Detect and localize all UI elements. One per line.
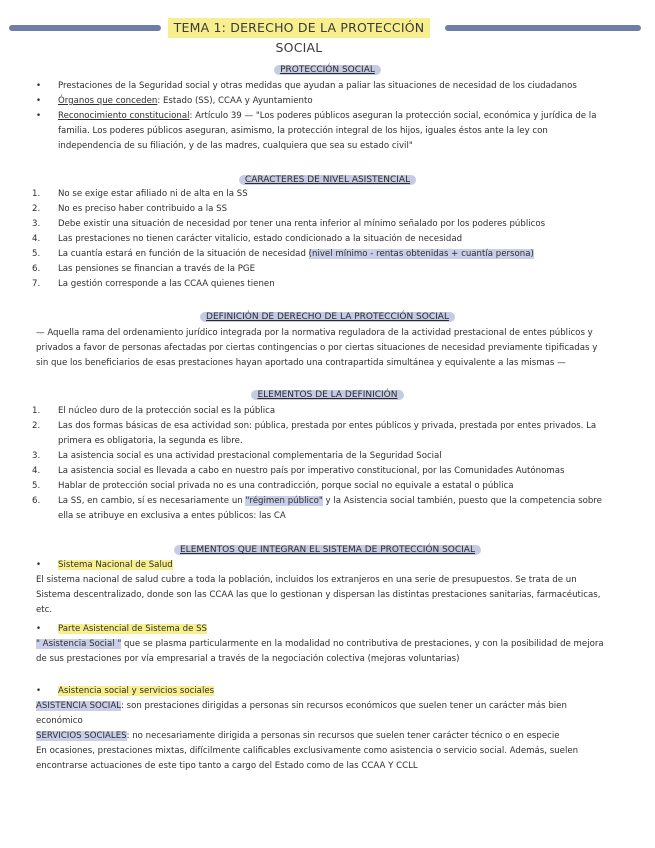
list-item: 5. Hablar de protección social privada no es una contradicción, porque social no equivale a estatal o pública [32, 481, 514, 491]
heading-proteccion-social: PROTECCIÓN SOCIAL [0, 64, 655, 76]
bullet-icon: • [36, 686, 42, 696]
heading-elementos-definicion: ELEMENTOS DE LA DEFINICIÓN [0, 389, 655, 401]
list-item: • Prestaciones de la Seguridad social y otras medidas que ayudan a paliar las situaciones de necesidad de los ciudadanos [0, 79, 655, 94]
list-item: 7. La gestión corresponde a las CCAA quienes tienen [32, 279, 275, 289]
list-item: 1. No se exige estar afiliado ni de alta en la SS [32, 189, 248, 199]
page-title: TEMA 1: DERECHO DE LA PROTECCIÓN SOCIAL [168, 18, 430, 38]
list-item: 1. El núcleo duro de la protección social es la pública [32, 406, 276, 416]
section-parte-asistencial [0, 622, 655, 667]
bullet-icon: • [36, 96, 42, 106]
section-proteccion-social [0, 79, 655, 154]
list-item: • Sistema Nacional de Salud [0, 558, 655, 573]
heading-caracteres: CARACTERES DE NIVEL ASISTENCIAL [0, 174, 655, 186]
bullet-icon: • [36, 81, 42, 91]
definition-paragraph: — Aquella rama del ordenamiento jurídico integrada por la normativa reguladora de la actividad prestacional de entes públicos y privados a favor de personas afectadas por ciertas contingencias o por ciertas situaciones de necesidad previamente tipificadas y sin que los beneficiarios de esas prestaciones hayan aportado una contrapartida simultánea y equivalente a las mismas — [36, 328, 598, 368]
list-item: 6. Las pensiones se financian a través de la PGE [32, 264, 256, 274]
list-item: 2. Las dos formas básicas de esa actividad son: pública, prestada por entes públicos y privada, prestada por entes privados. La primera es obligatoria, la segunda es libre. [32, 421, 597, 446]
title-rule-left [9, 25, 161, 31]
bullet-icon: • [36, 560, 42, 570]
bullet-icon: • [36, 624, 42, 634]
section-sistema [0, 558, 655, 618]
section-asistencia-servicios [0, 684, 655, 774]
list-item: 3. La asistencia social es una actividad prestacional complementaria de la Seguridad Social [32, 451, 442, 461]
list-item: 5. La cuantía estará en función de la situación de necesidad (nivel mínimo - rentas obtenidas + cuantía persona) [32, 249, 534, 259]
heading-sistema: ELEMENTOS QUE INTEGRAN EL SISTEMA DE PROTECCIÓN SOCIAL [0, 544, 655, 556]
section-definicion [0, 326, 655, 371]
list-item: 3. Debe existir una situación de necesidad por tener una renta inferior al mínimo señalado por los poderes públicos [32, 219, 546, 229]
list-item: • Órganos que conceden: Estado (SS), CCAA y Ayuntamiento [0, 94, 655, 109]
bullet-icon: • [36, 111, 42, 121]
paragraph: El sistema nacional de salud cubre a toda la población, incluidos los extranjeros en una serie de presupuestos. Se trata de un Sistema descentralizado, donde son las CCAA las que lo gestionan y dispersan las distintas prestaciones sanitarias, farmacéuticas, etc. [36, 575, 601, 615]
list-item: • Parte Asistencial de Sistema de SS [0, 622, 655, 637]
paragraph: ASISTENCIA SOCIAL: son prestaciones dirigidas a personas sin recursos económicos que suelen tener un carácter más bien económico [36, 701, 567, 726]
section-elementos-definicion [0, 404, 655, 524]
paragraph: En ocasiones, prestaciones mixtas, difícilmente calificables exclusivamente como asistencia o servicio social. Además, suelen encontrarse actuaciones de este tipo tanto a cargo del Estado como de las CCAA Y CCLL [36, 746, 579, 771]
list-item: • Asistencia social y servicios sociales [0, 684, 655, 699]
section-caracteres [0, 187, 655, 292]
list-item: 4. Las prestaciones no tienen carácter vitalicio, estado condicionado a la situación de necesidad [32, 234, 463, 244]
paragraph: " Asistencia Social " que se plasma particularmente en la modalidad no contributiva de prestaciones, y con la posibilidad de mejora de sus prestaciones por vía empresarial a través de la negociación colectiva (mejoras voluntarias) [36, 639, 604, 664]
list-item: • Reconocimiento constitucional: Artículo 39 — "Los poderes públicos aseguran la protección social, económica y jurídica de la familia. Los poderes públicos aseguran, asimismo, la protección integral de los hijos, iguales éstos ante la ley con independencia de su filiación, y de las madres, cualquiera que sea su estado civil" [36, 111, 597, 151]
paragraph: SERVICIOS SOCIALES: no necesariamente dirigida a personas sin recursos que suelen tener carácter técnico o en especie [36, 731, 560, 741]
heading-definicion: DEFINICIÓN DE DERECHO DE LA PROTECCIÓN SOCIAL [0, 311, 655, 323]
list-item: 4. La asistencia social es llevada a cabo en nuestro país por imperativo constitucional, por las Comunidades Autónomas [32, 466, 565, 476]
title-row [0, 18, 655, 55]
title-rule-right [445, 25, 641, 31]
list-item: 2. No es preciso haber contribuido a la SS [32, 204, 228, 214]
list-item: 6. La SS, en cambio, sí es necesariamente un "régimen público" y la Asistencia social también, puesto que la competencia sobre ella se atribuye en exclusiva a entes públicos: las CA [32, 496, 602, 521]
